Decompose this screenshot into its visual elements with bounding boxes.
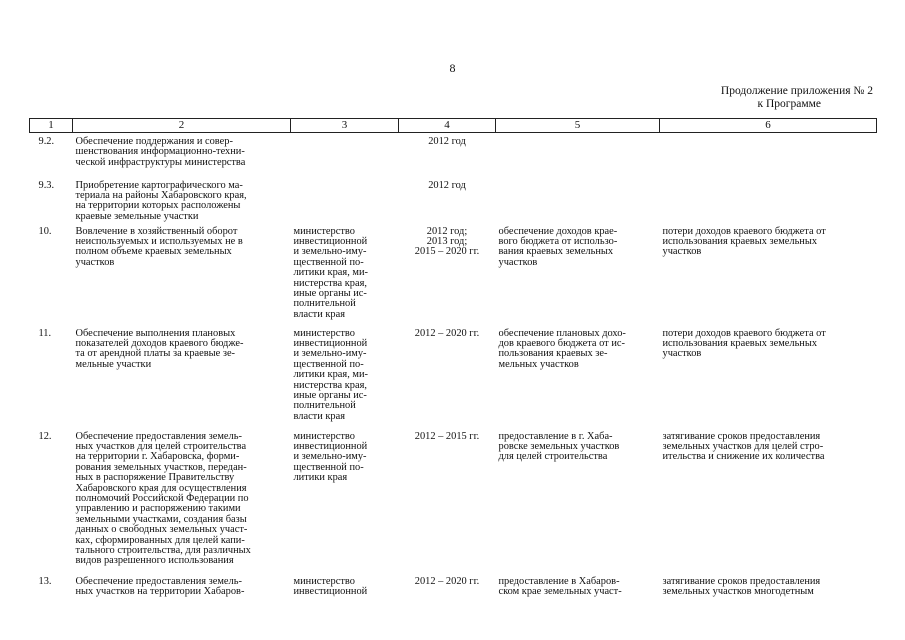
result-text: предоставление в г. Хаба- ровске земельных участков для целей строительства	[498, 430, 620, 463]
table-row	[30, 223, 877, 325]
result-text: обеспечение плановых дохо- дов краевого бюджета от ис- пользования краевых зе- мельных участков	[498, 327, 626, 370]
column-header: 4	[399, 119, 496, 133]
column-header: 5	[496, 119, 660, 133]
measure-text: Обеспечение предоставления земель- ных участков для целей строительства на территории г. Хабаровска, форми- рования земельных участков, передан- ных в распоряжение Правительству Хабаровского края для осуществления полномочий Российской Федерации по управлению и распоряжению такими земельными участками, создания базы данных о свободных земельных участ- ках, сформированных для целей капи- тального строительства, для различных видов разрешенного использования	[75, 430, 251, 567]
result-text	[496, 177, 660, 223]
executor-text: министерство инвестиционной	[293, 575, 368, 597]
period-text: 2012 год	[428, 179, 466, 191]
appendix-heading	[721, 85, 873, 111]
page-number: 8	[449, 61, 456, 75]
risk-text	[660, 177, 877, 223]
table-row	[30, 177, 877, 223]
measure-text: Вовлечение в хозяйственный оборот неиспользуемых и используемых не в полном объеме краевых земельных участков	[75, 225, 243, 268]
executor-text	[291, 177, 399, 223]
period-text: 2012 год	[428, 136, 466, 147]
table-row	[30, 325, 877, 428]
program-measures-table	[29, 118, 877, 603]
measure-text: Обеспечение поддержания и совер- шенствования информационно-техни- ческой инфраструктуры министерства	[75, 136, 246, 168]
table-row	[30, 573, 877, 603]
appendix-line-1: Продолжение приложения № 2	[720, 85, 873, 97]
period-text: 2012 год; 2013 год; 2015 – 2020 гг.	[414, 225, 480, 258]
row-number: 9.3.	[38, 179, 55, 191]
measure-text: Обеспечение выполнения плановых показателей доходов краевого бюдже- та от арендной платы за краевые зе- мельные участки	[75, 327, 244, 370]
column-header: 1	[30, 119, 73, 133]
executor-text: министерство инвестиционной и земельно-иму- щественной по- литики края, ми- нистерства края, иные органы ис- полнительной власти края	[293, 225, 368, 320]
row-number: 10.	[38, 225, 52, 237]
result-text: предоставление в Хабаров- ском крае земельных участ-	[498, 575, 622, 597]
risk-text: затягивание сроков предоставления земельных участков многодетным	[662, 575, 821, 597]
column-header: 6	[660, 119, 877, 133]
table-row	[30, 133, 877, 177]
period-text: 2012 – 2020 гг.	[414, 327, 480, 339]
table-header-row	[30, 119, 877, 133]
result-text	[496, 133, 660, 177]
table-row	[30, 428, 877, 573]
row-number: 9.2.	[38, 136, 55, 147]
period-text: 2012 – 2020 гг.	[414, 575, 480, 587]
measure-text: Приобретение картографического ма- териала на районы Хабаровского края, на территории которых расположены краевые земельные участки	[75, 179, 247, 222]
row-number: 12.	[38, 430, 52, 442]
row-number: 13.	[38, 575, 52, 587]
column-header: 2	[73, 119, 291, 133]
risk-text: потери доходов краевого бюджета от использования краевых земельных участков	[662, 225, 826, 258]
measure-text: Обеспечение предоставления земель- ных участков на территории Хабаров-	[75, 575, 245, 597]
row-number: 11.	[38, 327, 52, 339]
risk-text: потери доходов краевого бюджета от использования краевых земельных участков	[662, 327, 826, 360]
appendix-line-2: к Программе	[757, 98, 821, 110]
risk-text	[660, 133, 877, 177]
period-text: 2012 – 2015 гг.	[414, 430, 480, 442]
executor-text: министерство инвестиционной и земельно-иму- щественной по- литики края, ми- нистерства края, иные органы ис- полнительной власти края	[293, 327, 368, 422]
executor-text: министерство инвестиционной и земельно-иму- щественной по- литики края	[293, 430, 368, 484]
column-header: 3	[291, 119, 399, 133]
risk-text: затягивание сроков предоставления земельных участков для целей стро- ительства и снижение их количества	[662, 430, 825, 463]
executor-text	[291, 133, 399, 177]
result-text: обеспечение доходов крае- вого бюджета от использо- вания краевых земельных участков	[498, 225, 618, 268]
